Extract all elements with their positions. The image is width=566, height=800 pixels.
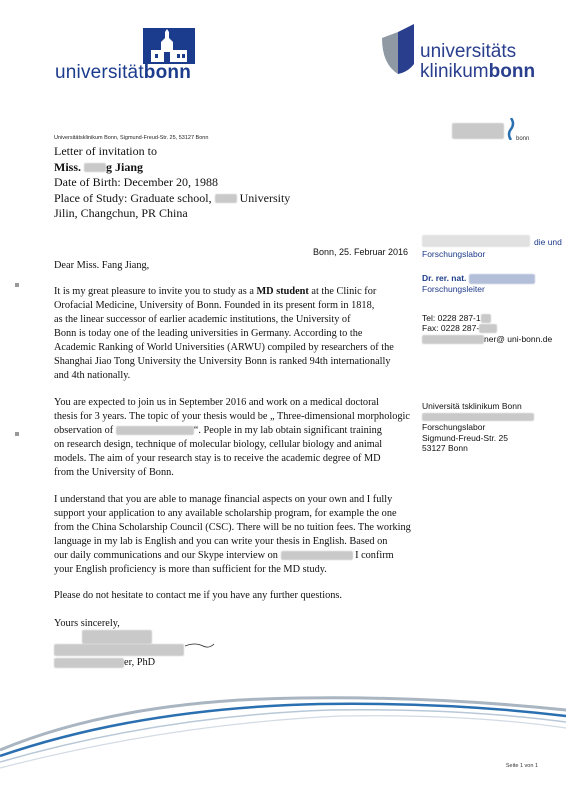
fold-mark-top [15, 283, 19, 287]
universitaetsklinikum-bonn-logo [378, 22, 558, 82]
recipient-address [54, 144, 290, 222]
redacted-thesis-topic [116, 426, 194, 435]
signatory: er, PhD [54, 656, 419, 670]
logo-right-line2-prefix: klinikum [420, 61, 489, 82]
redacted-signatory-name [54, 658, 124, 668]
logo-right-line2-suffix: bonn [488, 61, 536, 82]
sidebar-tel: Tel: 0228 287-1 [422, 313, 491, 324]
closing: Yours sincerely, [54, 618, 120, 629]
logo-right-line1: universitäts [420, 41, 517, 62]
paragraph-4: Please do not hesitate to contact me if you have any further questions. [54, 590, 342, 601]
university-building-icon [143, 28, 195, 64]
page-number: Seite 1 von 1 [505, 763, 538, 769]
redacted-interview-date [281, 551, 353, 560]
sidebar-lab: Forschungslabor [422, 249, 486, 259]
university-bonn-logo [55, 28, 225, 88]
department-logo-text: bonn [516, 136, 530, 142]
logo-left-prefix: universität [55, 62, 144, 83]
letter-date: Bonn, 25. Februar 2016 [313, 247, 409, 257]
sidebar-postal-address: Universitä tsklinikum Bonn Forschungslabor Sigmund-Freud-Str. 25 53127 Bonn [422, 401, 534, 454]
paragraph-3: I understand that you are able to manage financial aspects on your own and I fully support your application to any available scholarship program, for example the one from the China Scholarship Council (CSC). There will be no tuition fees. The working language in my lab is English and you can write your thesis in English. Based on our daily communications and our Skype interview on I confirm your English proficiency is more than sufficient for the MD study. [54, 494, 411, 575]
place-of-study: Place of Study: Graduate school, University [54, 190, 291, 205]
department-mark-icon [506, 118, 516, 140]
footer-wave-decoration [0, 680, 566, 770]
paragraph-2: You are expected to join us in September 2016 and work on a medical doctoral thesis for 3 years. The topic of your thesis would be „ Three-dimensional morphologic observation of “. People in my lab obtain significant training on research design, technique of molecular biology, cellular biology and animal models. The aim of your research stay is to receive the academic degree of MD from the University of Bonn. [54, 397, 410, 478]
recipient-city: Jilin, Changchun, PR China [54, 206, 188, 220]
redacted-university [215, 194, 237, 203]
paragraph-1: It is my great pleasure to invite you to study as a MD student at the Clinic for Orofacial Medicine, University of Bonn. Founded in its present form in 1818, as the linear successor of earlier academic institutions, the University of Bonn is today one of the leading universities in Germany. According to the Academic Ranking of World Universities (ARWU) compiled by researchers of the Shanghai Jiao Tong University the University Bonn is ranked 94th internationally and 4th nationally. [54, 286, 394, 381]
fold-mark-middle [15, 432, 19, 436]
sidebar-department: die und [422, 232, 562, 250]
logo-left-suffix: bonn [143, 62, 192, 83]
sidebar-role: Forschungsleiter [422, 284, 485, 294]
sidebar-title: Dr. rer. nat. [422, 273, 535, 284]
date-of-birth: Date of Birth: December 20, 1988 [54, 175, 218, 189]
sidebar-email: ner@ uni-bonn.de [422, 334, 552, 345]
signature-stroke [185, 640, 215, 650]
redacted-name [84, 163, 106, 172]
sidebar-fax: Fax: 0228 287- [422, 323, 497, 334]
department-logo [452, 122, 530, 142]
recipient-name: Miss. g Jiang [54, 159, 144, 174]
sender-address-line: Universitätsklinikum Bonn, Sigmund-Freud-Str. 25, 53127 Bonn [54, 135, 209, 141]
address-line-1: Letter of invitation to [54, 144, 157, 158]
klinikum-mark-icon [378, 24, 418, 76]
salutation: Dear Miss. Fang Jiang, [54, 260, 150, 271]
